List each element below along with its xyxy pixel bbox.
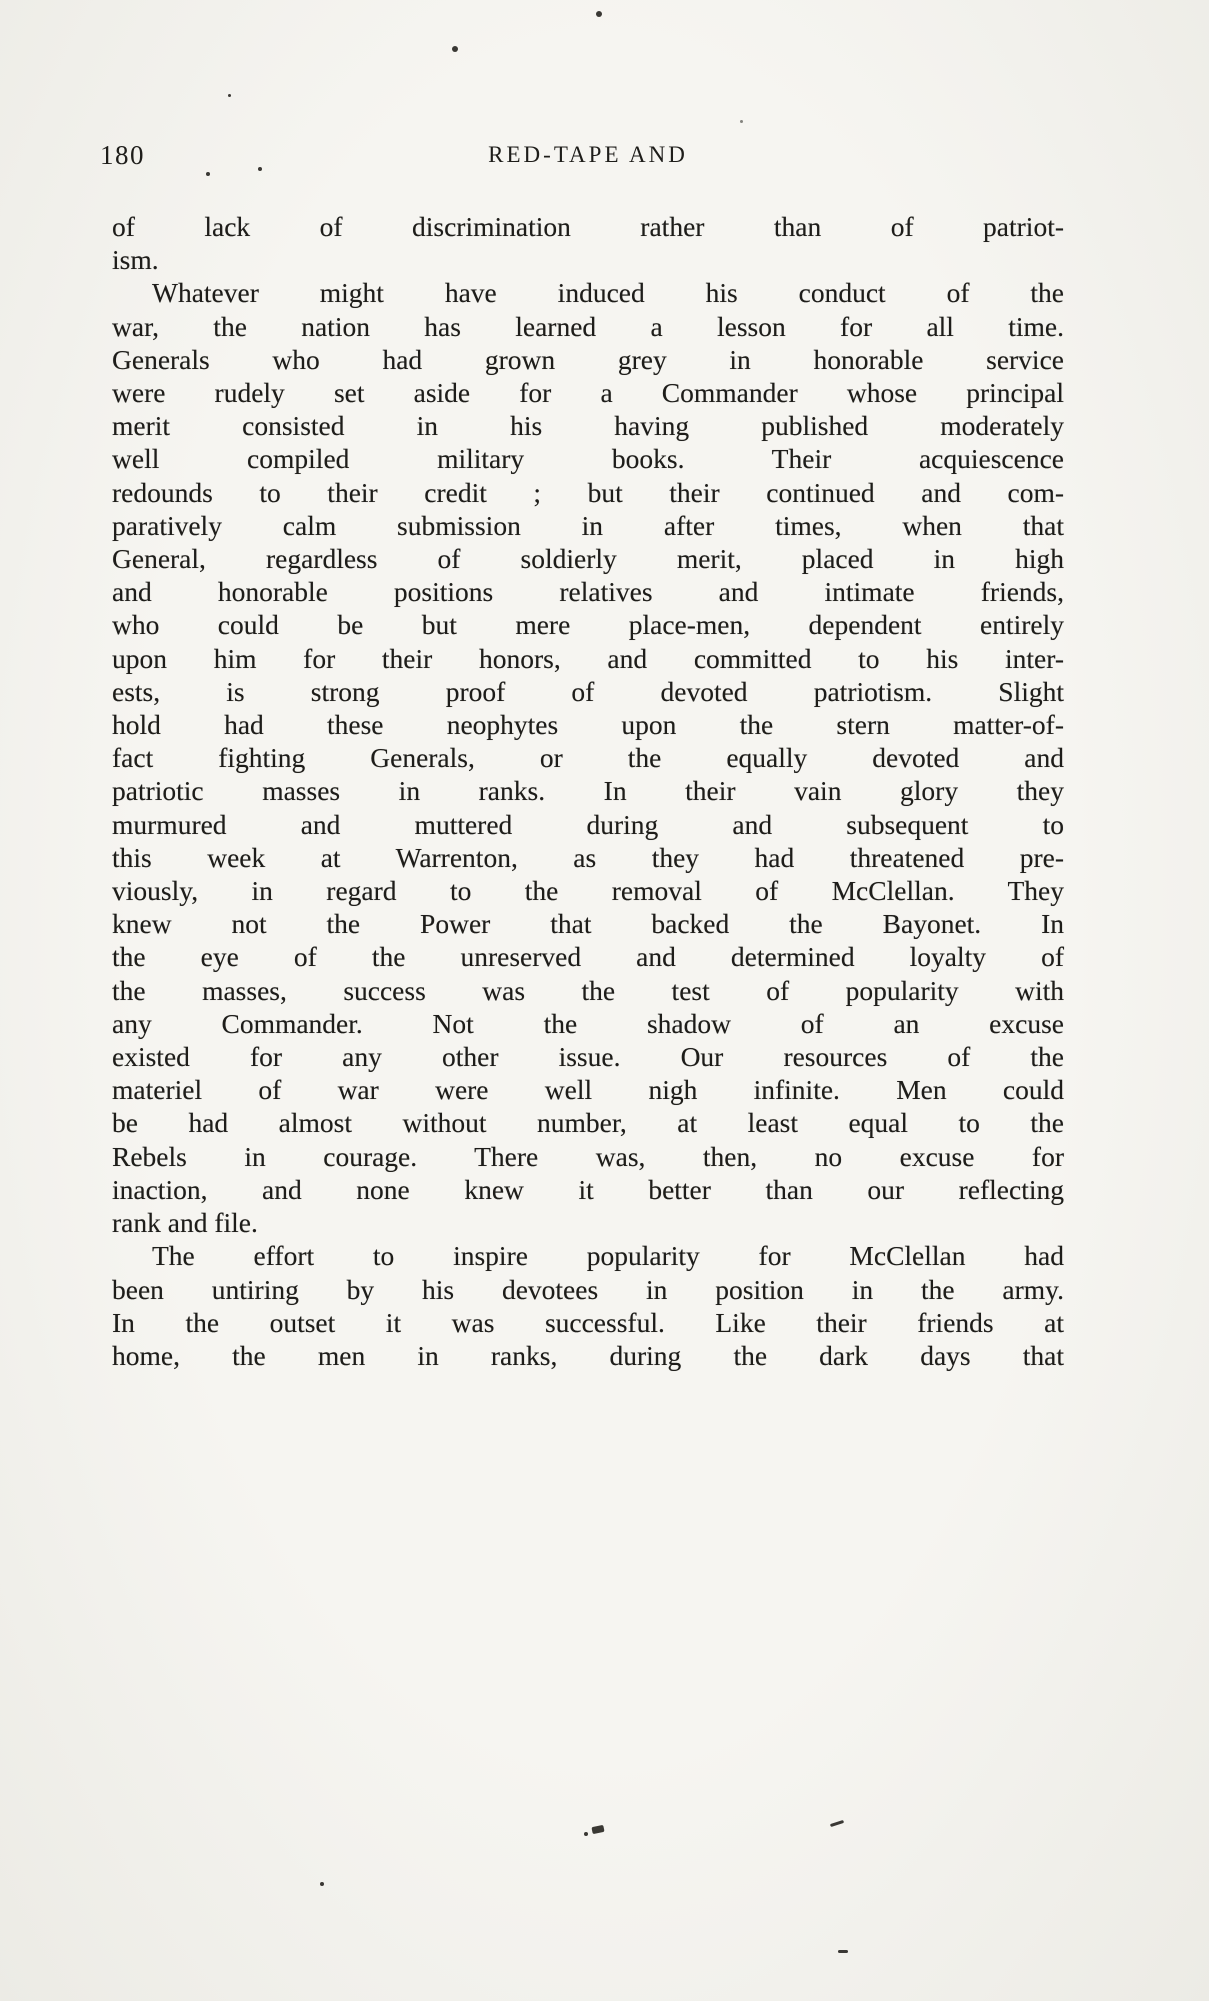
text-line: be had almost without number, at least equal to the [112, 1107, 1064, 1139]
text-line: In the outset it was successful. Like their friends at [112, 1306, 1064, 1338]
text-line: upon him for their honors, and committed to his inter- [112, 642, 1064, 674]
text-line: fact fighting Generals, or the equally devoted and [112, 742, 1064, 774]
text-line: any Commander. Not the shadow of an excuse [112, 1007, 1064, 1039]
scan-speck [838, 1950, 848, 1953]
scan-speck [206, 172, 210, 176]
scan-speck [452, 46, 458, 52]
page-number: 180 [100, 140, 145, 170]
text-line: well compiled military books. Their acquiescence [112, 443, 1064, 475]
text-line: the eye of the unreserved and determined loyalty of [112, 941, 1064, 973]
text-line: patriotic masses in ranks. In their vain glory they [112, 775, 1064, 807]
text-line: merit consisted in his having published moderately [112, 410, 1064, 442]
text-line: paratively calm submission in after times, when that [112, 509, 1064, 541]
text-line: hold had these neophytes upon the stern matter-of- [112, 709, 1064, 741]
scan-speck [320, 1882, 324, 1886]
text-line: viously, in regard to the removal of McClellan. They [112, 875, 1064, 907]
text-line: redounds to their credit ; but their continued and com- [112, 476, 1064, 508]
scan-speck [258, 167, 262, 171]
page-body [112, 210, 1064, 1372]
text-line: who could be but mere place-men, dependent entirely [112, 609, 1064, 641]
scan-speck [584, 1832, 588, 1836]
scan-speck [830, 1820, 844, 1827]
text-line: knew not the Power that backed the Bayonet. In [112, 908, 1064, 940]
text-line: murmured and muttered during and subsequent to [112, 808, 1064, 840]
text-line: home, the men in ranks, during the dark days that [112, 1339, 1064, 1371]
scan-speck [740, 120, 743, 123]
scan-speck [228, 94, 231, 97]
text-line: Generals who had grown grey in honorable service [112, 343, 1064, 375]
text-line: the masses, success was the test of popularity with [112, 974, 1064, 1006]
paragraph [112, 210, 1064, 276]
running-title: RED-TAPE AND [488, 142, 688, 167]
text-line: of lack of discrimination rather than of patriot- [112, 211, 1064, 242]
text-line: been untiring by his devotees in position in the army. [112, 1273, 1064, 1305]
text-line: materiel of war were well nigh infinite. Men could [112, 1074, 1064, 1106]
text-line: war, the nation has learned a lesson for all time. [112, 310, 1064, 342]
page-header [100, 140, 1064, 174]
text-line: ests, is strong proof of devoted patriotism. Slight [112, 675, 1064, 707]
text-line: Whatever might have induced his conduct of the [152, 277, 1064, 309]
scan-speck [596, 11, 602, 17]
text-line: rank and file. [112, 1207, 258, 1239]
text-line: and honorable positions relatives and intimate friends, [112, 576, 1064, 608]
text-line: inaction, and none knew it better than our reflecting [112, 1173, 1064, 1205]
scan-speck [591, 1825, 604, 1834]
paragraph [112, 1239, 1064, 1372]
text-line: were rudely set aside for a Commander whose principal [112, 377, 1064, 409]
paragraph [112, 276, 1064, 1239]
text-line: existed for any other issue. Our resources of the [112, 1041, 1064, 1073]
text-line: this week at Warrenton, as they had threatened pre- [112, 841, 1064, 873]
text-line: ism. [112, 244, 159, 276]
text-line: Rebels in courage. There was, then, no excuse for [112, 1140, 1064, 1172]
text-line: The effort to inspire popularity for McClellan had [152, 1240, 1064, 1272]
text-line: General, regardless of soldierly merit, placed in high [112, 543, 1064, 575]
